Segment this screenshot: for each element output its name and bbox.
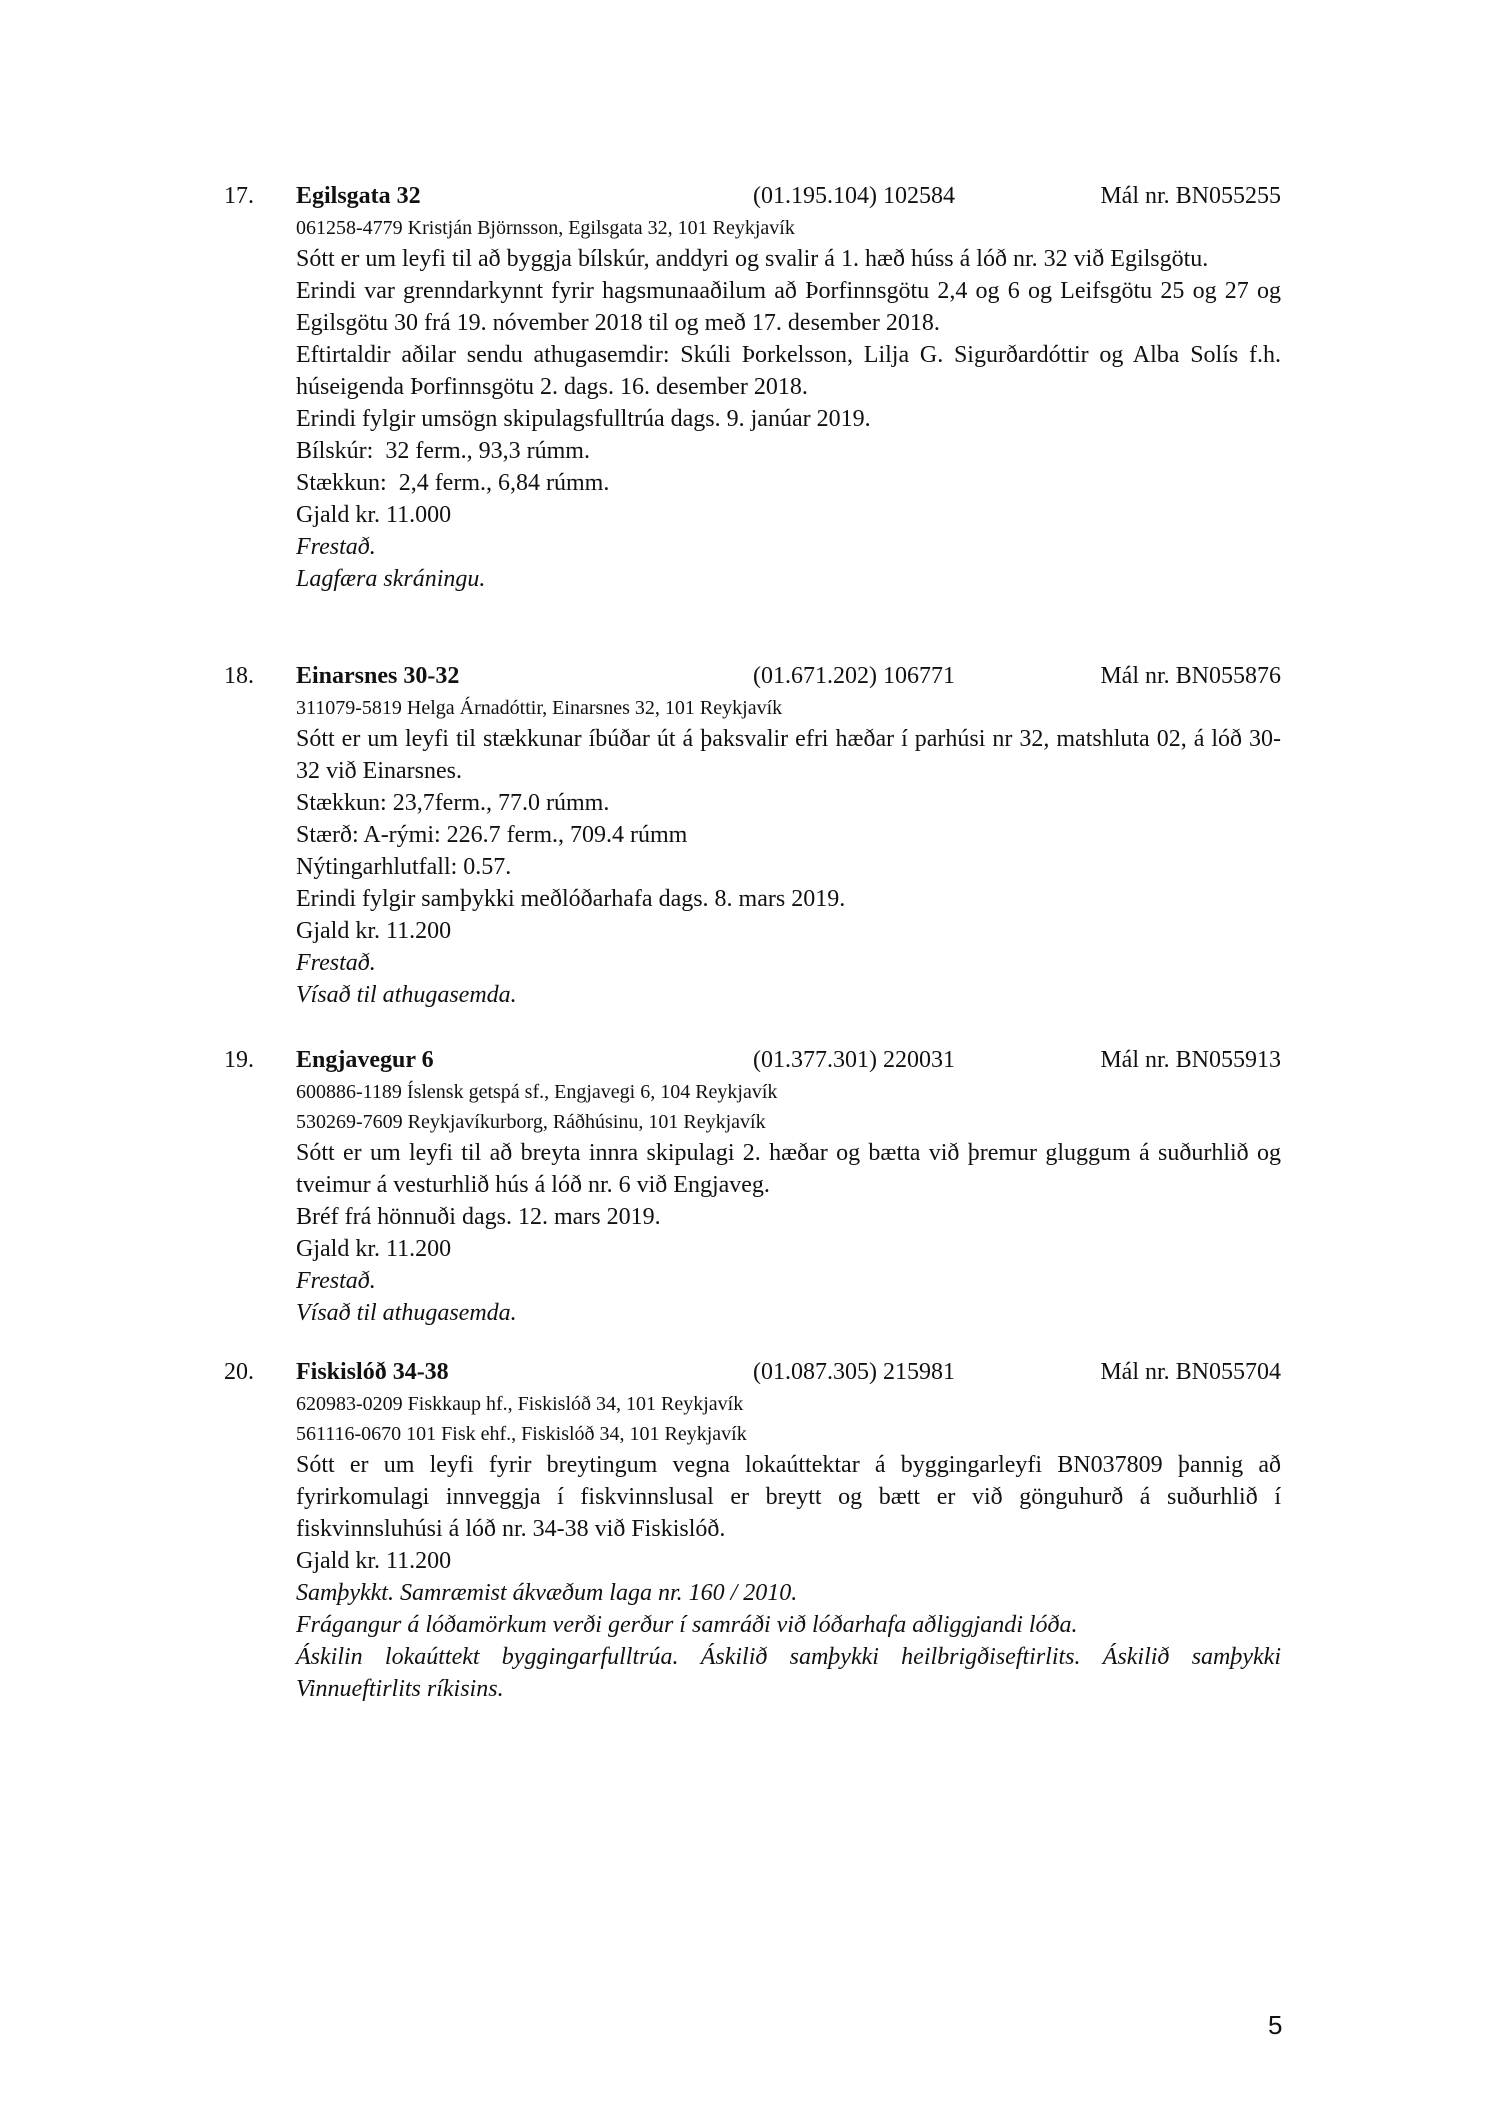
case-mal-number: Mál nr. BN055913 (1100, 1047, 1281, 1073)
case-note: Nýtingarhlutfall: 0.57. (296, 854, 512, 880)
case-note: Erindi fylgir umsögn skipulagsfulltrúa dags. 9. janúar 2019. (296, 406, 871, 432)
case-decision: Samþykkt. Samræmist ákvæðum laga nr. 160 / 2010. (296, 1580, 798, 1606)
case-decision: Frágangur á lóðamörkum verði gerður í samráði við lóðarhafa aðliggjandi lóða. (296, 1612, 1078, 1638)
page-number: 5 (1268, 2010, 1283, 2040)
case-description: Sótt er um leyfi til að breyta innra skipulagi 2. hæðar og bætta við þremur gluggum á suðurhlið og tveimur á vesturhlið hús á lóð nr. 6 við Engjaveg. (296, 1140, 1281, 1198)
case-reference: (01.377.301) 220031 (753, 1047, 955, 1073)
case-title: Egilsgata 32 (296, 183, 421, 209)
case-fee: Gjald kr. 11.200 (296, 918, 452, 944)
case-decision: Áskilin lokaúttekt byggingarfulltrúa. Áskilið samþykki heilbrigðiseftirlits. Áskilið samþykki Vinnueftirlits ríkisins. (296, 1644, 1281, 1702)
case-decision: Frestað. (296, 1268, 376, 1294)
case-note: Bréf frá hönnuði dags. 12. mars 2019. (296, 1204, 661, 1230)
case-number: 19. (224, 1047, 254, 1073)
case-number: 20. (224, 1359, 254, 1385)
case-decision: Vísað til athugasemda. (296, 982, 517, 1008)
case-note: Stækkun: 2,4 ferm., 6,84 rúmm. (296, 470, 610, 496)
case-body (296, 1077, 1281, 1329)
case-reference: (01.195.104) 102584 (753, 183, 955, 209)
case-body (296, 1389, 1281, 1705)
case-header (224, 1356, 1284, 1389)
case-description: Sótt er um leyfi til stækkunar íbúðar út á þaksvalir efri hæðar í parhúsi nr 32, matshluta 02, á lóð 30-32 við Einarsnes. (296, 726, 1281, 784)
case-mal-number: Mál nr. BN055255 (1100, 183, 1281, 209)
case-decision: Lagfæra skráningu. (296, 566, 486, 592)
case-note: Erindi var grenndarkynnt fyrir hagsmunaaðilum að Þorfinnsgötu 2,4 og 6 og Leifsgötu 25 og 27 og Egilsgötu 30 frá 19. nóvember 2018 til og með 17. desember 2018. (296, 278, 1281, 336)
case-mal-number: Mál nr. BN055704 (1100, 1359, 1281, 1385)
applicant: 600886-1189 Íslensk getspá sf., Engjavegi 6, 104 Reykjavík (296, 1081, 778, 1103)
applicant: 561116-0670 101 Fisk ehf., Fiskislóð 34, 101 Reykjavík (296, 1423, 747, 1445)
case-note: Stærð: A-rými: 226.7 ferm., 709.4 rúmm (296, 822, 688, 848)
case-decision: Vísað til athugasemda. (296, 1300, 517, 1326)
case-note: Stækkun: 23,7ferm., 77.0 rúmm. (296, 790, 610, 816)
case-title: Engjavegur 6 (296, 1047, 434, 1073)
case-header (224, 660, 1284, 693)
case-18 (224, 660, 1284, 1011)
case-header (224, 180, 1284, 213)
case-decision: Frestað. (296, 950, 376, 976)
case-description: Sótt er um leyfi fyrir breytingum vegna lokaúttektar á byggingarleyfi BN037809 þannig að fyrirkomulagi innveggja í fiskvinnslusal er breytt og bætt er við gönguhurð á suðurhlið í fiskvinnsluhúsi á lóð nr. 34-38 við Fiskislóð. (296, 1452, 1281, 1542)
case-reference: (01.671.202) 106771 (753, 663, 955, 689)
case-19 (224, 1044, 1284, 1329)
applicant: 530269-7609 Reykjavíkurborg, Ráðhúsinu, 101 Reykjavík (296, 1111, 766, 1133)
case-header (224, 1044, 1284, 1077)
case-fee: Gjald kr. 11.200 (296, 1548, 452, 1574)
case-number: 18. (224, 663, 254, 689)
case-decision: Frestað. (296, 534, 376, 560)
case-reference: (01.087.305) 215981 (753, 1359, 955, 1385)
applicant: 311079-5819 Helga Árnadóttir, Einarsnes 32, 101 Reykjavík (296, 697, 783, 719)
case-title: Fiskislóð 34-38 (296, 1359, 449, 1385)
case-body (296, 213, 1281, 595)
case-title: Einarsnes 30-32 (296, 663, 460, 689)
case-mal-number: Mál nr. BN055876 (1100, 663, 1281, 689)
case-number: 17. (224, 183, 254, 209)
case-fee: Gjald kr. 11.200 (296, 1236, 452, 1262)
applicant: 061258-4779 Kristján Björnsson, Egilsgata 32, 101 Reykjavík (296, 217, 795, 239)
case-body (296, 693, 1281, 1011)
applicant: 620983-0209 Fiskkaup hf., Fiskislóð 34, 101 Reykjavík (296, 1393, 744, 1415)
case-description: Sótt er um leyfi til að byggja bílskúr, anddyri og svalir á 1. hæð húss á lóð nr. 32 við Egilsgötu. (296, 246, 1209, 272)
case-fee: Gjald kr. 11.000 (296, 502, 452, 528)
case-17 (224, 180, 1284, 595)
case-note: Erindi fylgir samþykki meðlóðarhafa dags. 8. mars 2019. (296, 886, 846, 912)
case-20 (224, 1356, 1284, 1705)
case-note: Bílskúr: 32 ferm., 93,3 rúmm. (296, 438, 590, 464)
case-note: Eftirtaldir aðilar sendu athugasemdir: Skúli Þorkelsson, Lilja G. Sigurðardóttir og Alba Solís f.h. húseigenda Þorfinnsgötu 2. dags. 16. desember 2018. (296, 342, 1281, 400)
